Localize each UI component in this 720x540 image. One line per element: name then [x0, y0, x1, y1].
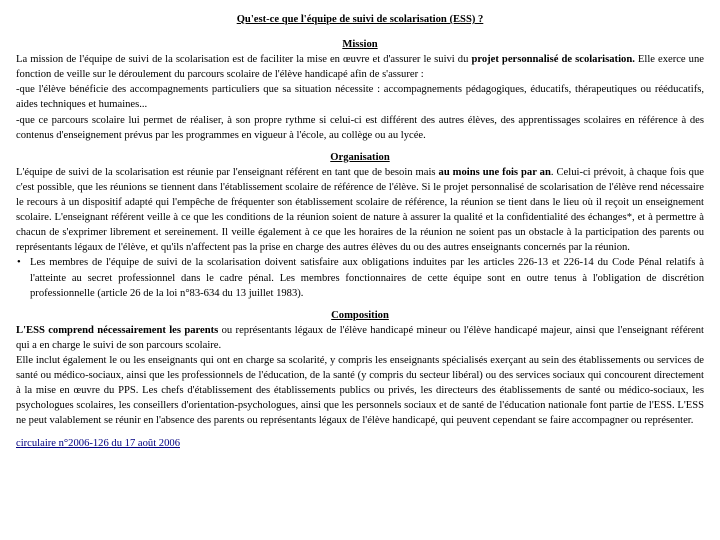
- mission-line-2: -que l'élève bénéficie des accompagnements particuliers que sa situation nécessite : accompagnements pédagogiques, éducatifs, thérapeutiques ou rééducatifs, aides techniques et humaines...: [16, 84, 704, 111]
- organisation-text-a: L'équipe de suivi de la scolarisation est réunie par l'enseignant référent en tant que de besoin mais: [16, 166, 439, 178]
- organisation-paragraph: [16, 165, 704, 256]
- composition-heading: Composition: [331, 309, 389, 321]
- composition-text-b: ou représentants légaux de l'élève handicapé mineur ou l'élève handicapé majeur, ainsi que l'enseignant référent qui a en charge le suivi de son parcours scolaire.: [16, 324, 704, 351]
- bullet-icon: •: [17, 257, 21, 269]
- organisation-heading: Organisation: [330, 151, 390, 163]
- list-item: [17, 255, 704, 300]
- composition-paragraph-1: [16, 323, 704, 353]
- document-title: Qu'est-ce que l'équipe de suivi de scolarisation (ESS) ?: [236, 14, 484, 25]
- mission-paragraph: [16, 52, 704, 82]
- circulaire-link[interactable]: circulaire n°2006-126 du 17 août 2006: [16, 438, 180, 450]
- bullet-text: Les membres de l'équipe de suivi de la scolarisation doivent satisfaire aux obligations induites par les articles 226-13 et 226-14 du Code Pénal relatifs à l'atteinte au secret professionnel dans le cadre pénal. Les membres fonctionnaires de cette équipe sont en outre tenus à l'obligation de discrétion professionnelle (article 26 de la loi n°83-634 du 13 juillet 1983).: [30, 257, 704, 299]
- mission-heading: Mission: [342, 39, 378, 51]
- mission-line-3: -que ce parcours scolaire lui permet de réaliser, à son propre rythme si celui-ci est différent des autres élèves, des apprentissages scolaires en référence à des contenus d'enseignement prévus par les programmes en vigueur à l'école, au collège ou au lycée.: [16, 114, 704, 141]
- composition-paragraph-2: Elle inclut également le ou les enseignants qui ont en charge sa scolarité, y compris les enseignants spécialisés exerçant au sein des établissements ou services de santé ou médico-sociaux, ainsi que les professionnels de l'éducation, de la santé (y compris du secteur libéral) ou des services sociaux qui concourent directement à la mise en œuvre du PPS. Les chefs d'établissement des établissements publics ou privés, les directeurs des établissements de santé ou médico-sociaux, les psychologues scolaires, les conseillers d'orientation-psychologues, ainsi que les personnels sociaux et de santé de l'éducation nationale font partie de l'ESS. L'ESS ne peut valablement se réunir en l'absence des parents ou représentants légaux de l'élève handicapé, qui peuvent cependant se faire accompagner ou représenter.: [16, 354, 704, 427]
- organisation-text-b: . Celui-ci prévoit, à chaque fois que c'est possible, que les réunions se tiennent dans l'établissement scolaire de référence de l'élève. Si le projet personnalisé de scolarisation de l'élève rend nécessaire le recours à un dispositif adapté qui l'empêche de fréquenter son établissement scolaire de référence, la réunion se tient dans le lieu où il reçoit un enseignement scolaire. L'enseignant référent veille à ce que les conditions de la réunion soient de nature à assurer la qualité et la confidentialité des échanges*, et à permettre à chacun de s'exprimer librement et sereinement. Il veille également à ce que les horaires de la réunion ne soient pas un obstacle à la participation des parents ou représentants légaux de l'élève, et qu'ils n'affectent pas la prise en charge des autres élèves du ou des autres enseignants concernés par la réunion.: [16, 166, 704, 254]
- mission-text-b: Elle exerce une fonction de veille sur le déroulement du parcours scolaire de l'élève handicapé afin de s'assurer :: [16, 54, 704, 81]
- organisation-bold-text: au moins une fois par an: [438, 166, 551, 178]
- mission-bold-text: projet personnalisé de scolarisation.: [471, 54, 635, 66]
- composition-bold-text: L'ESS comprend nécessairement les parents: [16, 324, 219, 336]
- organisation-bullet-list: [16, 255, 704, 300]
- mission-text-a: La mission de l'équipe de suivi de la scolarisation est de faciliter la mise en œuvre et d'assurer le suivi du: [16, 54, 472, 66]
